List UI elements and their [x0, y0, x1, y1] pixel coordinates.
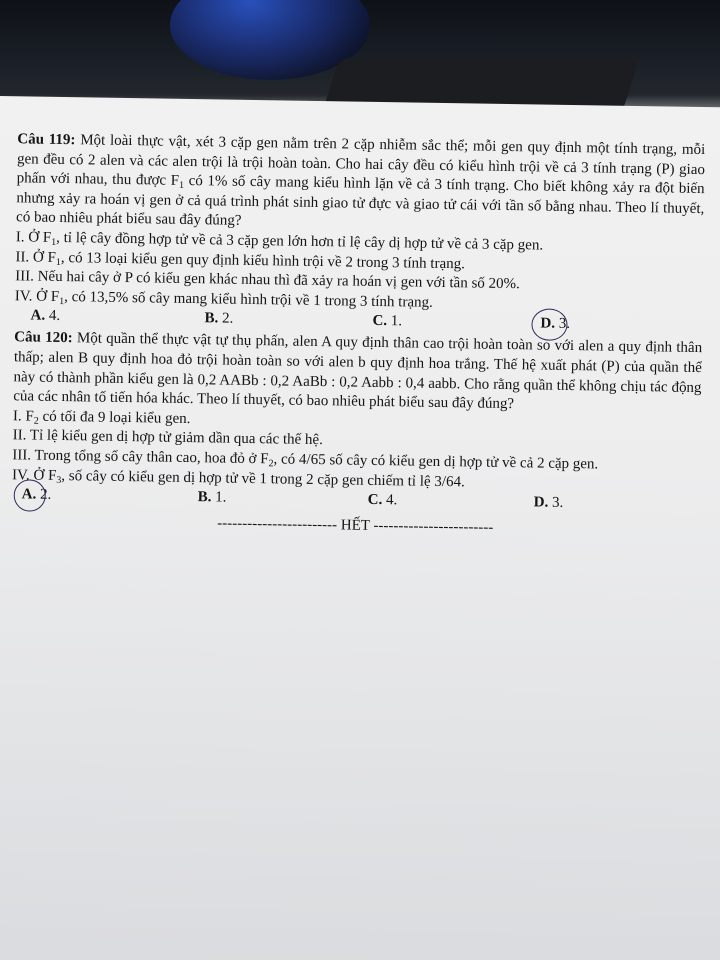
option-letter: D.: [540, 315, 556, 333]
option-letter: A.: [30, 307, 46, 325]
statement-text: II. Tỉ lệ kiểu gen dị hợp tử giảm dần qua các thế hệ.: [12, 427, 324, 449]
statement-text: , có 13,5% số cây mang kiểu hình trội về 1 trong 3 tính trạng.: [64, 288, 433, 311]
option-letter: A.: [21, 486, 37, 503]
subscript: 2: [33, 415, 39, 427]
statement-text: III. Nếu hai cây ở P có kiểu gen khác nhau thì đã xảy ra hoán vị gen với tần số 20%.: [15, 268, 520, 293]
question-label: Câu 120:: [14, 329, 73, 347]
exam-content: [11, 130, 705, 541]
statement-text: II. Ở F: [15, 248, 57, 266]
statement-text: , có 4/65 số cây có kiểu gen dị hợp tử về cả 2 cặp gen.: [273, 451, 599, 473]
end-marker: ------------------------ HẾT ------------------------: [217, 515, 494, 536]
option-b: [198, 488, 227, 508]
question-text-continued: có 1% số cây mang kiểu hình lặn về cả 3 tính trạng. Cho biết không xảy ra đột biến nhưng xảy ra hoán vị gen ở cả quá trình phát sinh giao tử đực và giao tử cái với tần số bằng nhau. Theo lí thuyết, có bao nhiêu phát biểu sau đây đúng?: [15, 173, 705, 230]
question-119: [16, 130, 705, 239]
statement-text: , số cây có kiểu gen dị hợp tử về 1 trong 2 cặp gen chiếm tỉ lệ 3/64.: [61, 467, 465, 490]
question-label: Câu 119:: [17, 131, 76, 149]
option-value: 4.: [382, 492, 398, 509]
option-value: 4.: [45, 308, 61, 325]
statement-text: III. Trong tổng số cây thân cao, hoa đỏ ở F: [12, 447, 269, 468]
option-c: [368, 491, 398, 511]
option-value: 3.: [548, 494, 564, 511]
subscript: 3: [56, 474, 62, 486]
option-letter: B.: [204, 310, 219, 327]
option-letter: C.: [367, 491, 383, 509]
option-letter: B.: [197, 489, 212, 506]
subscript: 1: [178, 180, 185, 192]
option-value: 1.: [211, 489, 227, 506]
subscript: 1: [59, 295, 65, 307]
statement-text: , tỉ lệ cây đồng hợp tử về cả 3 cặp gen lớn hơn tỉ lệ cây dị hợp tử về cả 3 cặp gen.: [56, 229, 544, 254]
exam-sheet: [0, 96, 720, 960]
statement-text: có tối đa 9 loại kiểu gen.: [38, 408, 191, 427]
option-b: [204, 310, 233, 330]
option-value: 2.: [218, 310, 234, 328]
statement-text: I. F: [12, 407, 34, 425]
option-d: [534, 494, 564, 514]
option-c: [372, 312, 402, 332]
option-letter: C.: [372, 313, 388, 330]
question-120: [13, 329, 702, 418]
statement-text: I. Ở F: [15, 229, 52, 246]
question-text: Một quần thể thực vật tự thụ phấn, alen A quy định thân cao trội hoàn toàn so với alen a quy định thân thấp; alen B quy định hoa đỏ trội hoàn toàn so với alen b quy định hoa trắng. Thế hệ xuất phát (P) của quần thể này có thành phần kiểu gen là 0,2 AABb : 0,2 AaBb : 0,2 Aabb : 0,4 aabb. Cho rằng quần thể không chịu tác động của các nhân tố tiến hóa khác. Theo lí thuyết, có bao nhiêu phát biểu sau đây đúng?: [13, 330, 703, 413]
handwritten-circle-mark: [13, 479, 45, 511]
question-text: Một loài thực vật, xét 3 cặp gen nằm trên 2 cặp nhiễm sắc thể; mỗi gen quy định một tính trạng, mỗi gen đều có 2 alen và các alen trội là trội hoàn toàn. Cho hai cây đều có kiểu hình trội về cả 3 tính trạng (P) giao phấn với nhau, thu được F: [16, 132, 706, 190]
option-value: 1.: [386, 313, 403, 330]
handwritten-circle-mark: [531, 309, 567, 342]
statement-text: IV. Ở F: [14, 288, 60, 305]
option-letter: D.: [533, 494, 549, 511]
option-value: 3.: [554, 316, 571, 333]
subscript: 2: [268, 458, 274, 470]
subscript: 1: [51, 236, 57, 248]
option-value: 2.: [36, 486, 52, 503]
option-a: [30, 307, 60, 327]
statement-text: IV. Ở F: [11, 466, 57, 484]
statement-text: , có 13 loại kiểu gen quy định kiểu hình trội về 2 trong 3 tính trạng.: [60, 249, 466, 272]
subscript: 1: [55, 256, 61, 268]
